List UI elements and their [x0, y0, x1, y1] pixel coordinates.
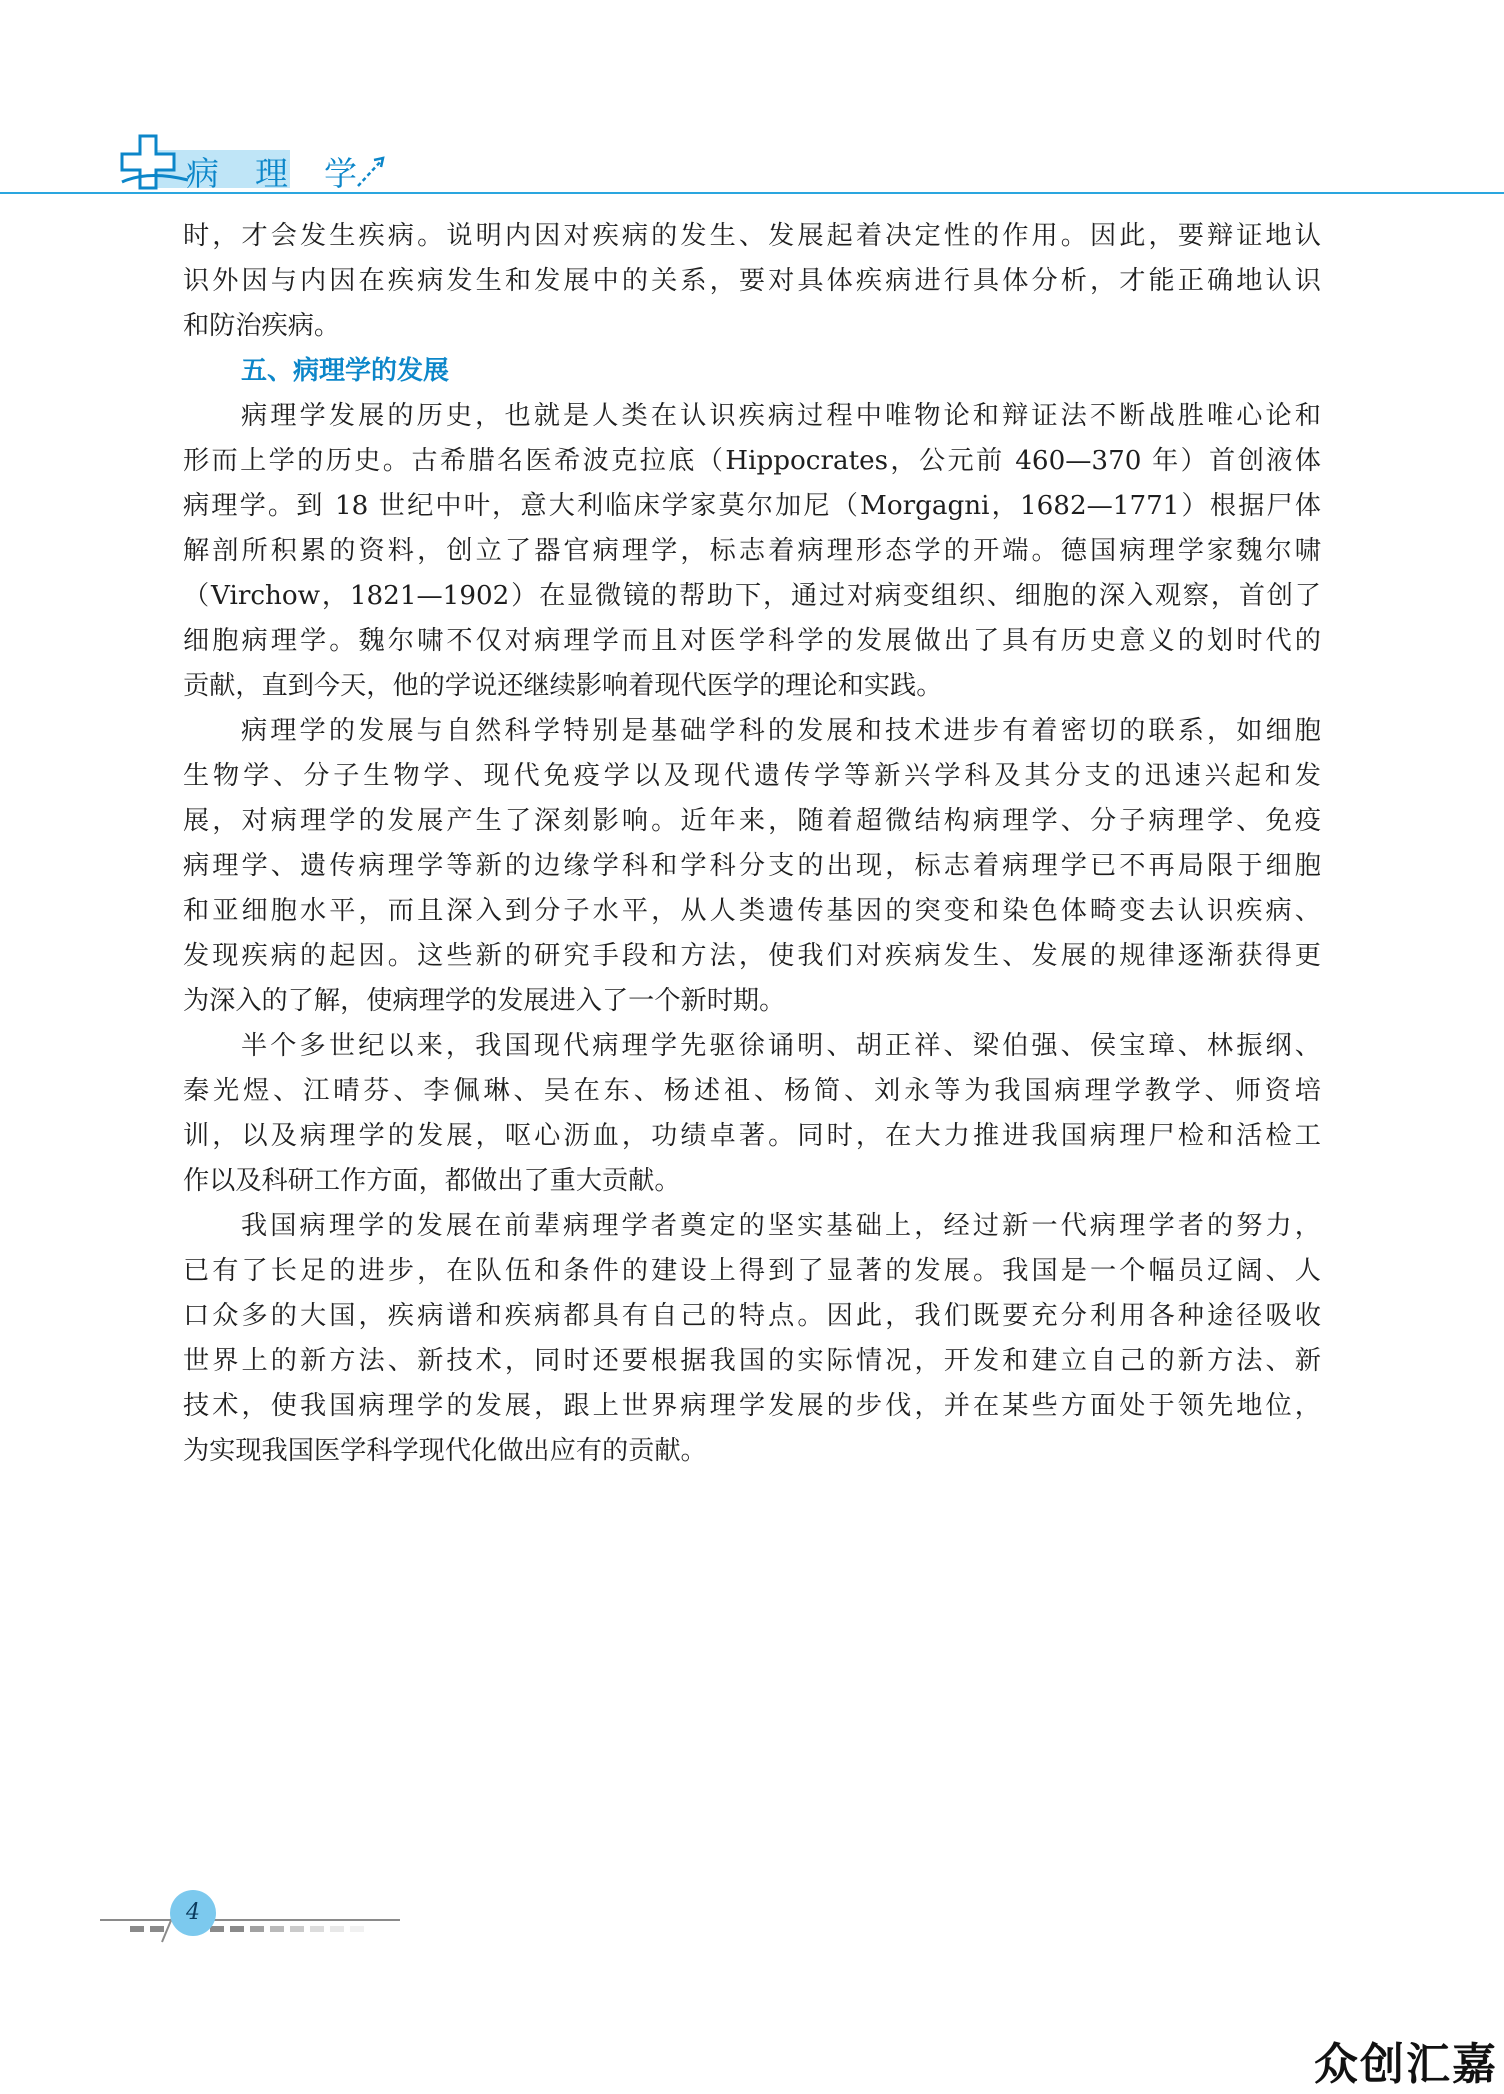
paragraph-line: 贡献，直到今天，他的学说还继续影响着现代医学的理论和实践。 [183, 671, 943, 701]
paragraph-line: 时，才会发生疾病。说明内因对疾病的发生、发展起着决定性的作用。因此，要辩证地认 [183, 221, 1321, 251]
paragraph-line: 病理学、遗传病理学等新的边缘学科和学科分支的出现，标志着病理学已不再局限于细胞 [183, 851, 1321, 881]
arrow-icon [352, 152, 392, 192]
paragraph-line: 技术，使我国病理学的发展，跟上世界病理学发展的步伐，并在某些方面处于领先地位， [183, 1391, 1321, 1421]
paragraph-line: 世界上的新方法、新技术，同时还要根据我国的实际情况，开发和建立自己的新方法、新 [183, 1346, 1321, 1376]
paragraph-line: 作以及科研工作方面，都做出了重大贡献。 [183, 1166, 681, 1196]
watermark: 众创汇嘉 [1314, 2039, 1498, 2090]
paragraph-line: 病理学发展的历史，也就是人类在认识疾病过程中唯物论和辩证法不断战胜唯心论和 [241, 401, 1321, 431]
paragraph-line: 秦光煜、江晴芬、李佩琳、吴在东、杨述祖、杨简、刘永等为我国病理学教学、师资培 [183, 1076, 1321, 1106]
paragraph-line: 和亚细胞水平，而且深入到分子水平，从人类遗传基因的突变和染色体畸变去认识疾病、 [183, 896, 1321, 926]
paragraph-line: 病理学的发展与自然科学特别是基础学科的发展和技术进步有着密切的联系，如细胞 [241, 716, 1321, 746]
paragraph-line: 我国病理学的发展在前辈病理学者奠定的坚实基础上，经过新一代病理学者的努力， [241, 1211, 1321, 1241]
section-heading: 五、病理学的发展 [241, 356, 450, 386]
paragraph-line: 生物学、分子生物学、现代免疫学以及现代遗传学等新兴学科及其分支的迅速兴起和发 [183, 761, 1321, 791]
paragraph-line: 解剖所积累的资料，创立了器官病理学，标志着病理形态学的开端。德国病理学家魏尔啸 [183, 536, 1321, 566]
paragraph-line: 已有了长足的进步，在队伍和条件的建设上得到了显著的发展。我国是一个幅员辽阔、人 [183, 1256, 1321, 1286]
paragraph-line: 病理学。到 18 世纪中叶，意大利临床学家莫尔加尼（Morgagni，1682—1771）根据尸体 [183, 491, 1321, 521]
paragraph-line: 为深入的了解，使病理学的发展进入了一个新时期。 [183, 986, 786, 1016]
page-footer [100, 1890, 420, 1950]
paragraph-line: 细胞病理学。魏尔啸不仅对病理学而且对医学科学的发展做出了具有历史意义的划时代的 [183, 626, 1321, 656]
paragraph-line: 展，对病理学的发展产生了深刻影响。近年来，随着超微结构病理学、分子病理学、免疫 [183, 806, 1321, 836]
header-title: 病理学 [186, 154, 393, 193]
paragraph-line: 口众多的大国，疾病谱和疾病都具有自己的特点。因此，我们既要充分利用各种途径吸收 [183, 1301, 1321, 1331]
page-header [0, 120, 1504, 200]
document-body [183, 214, 1321, 1474]
paragraph-line: 发现疾病的起因。这些新的研究手段和方法，使我们对疾病发生、发展的规律逐渐获得更 [183, 941, 1321, 971]
paragraph-line: 形而上学的历史。古希腊名医希波克拉底（Hippocrates，公元前 460—370 年）首创液体 [183, 446, 1321, 476]
paragraph-line: 半个多世纪以来，我国现代病理学先驱徐诵明、胡正祥、梁伯强、侯宝璋、林振纲、 [241, 1031, 1321, 1061]
paragraph-line: 识外因与内因在疾病发生和发展中的关系，要对具体疾病进行具体分析，才能正确地认识 [183, 266, 1321, 296]
paragraph-line: 和防治疾病。 [183, 311, 341, 341]
paragraph-line: 为实现我国医学科学现代化做出应有的贡献。 [183, 1436, 707, 1466]
paragraph-line: 训，以及病理学的发展，呕心沥血，功绩卓著。同时，在大力推进我国病理尸检和活检工 [183, 1121, 1321, 1151]
footer-decoration [100, 1890, 420, 1950]
page-number: 4 [170, 1890, 216, 1936]
paragraph-line: （Virchow，1821—1902）在显微镜的帮助下，通过对病变组织、细胞的深入观察，首创了 [183, 581, 1321, 611]
